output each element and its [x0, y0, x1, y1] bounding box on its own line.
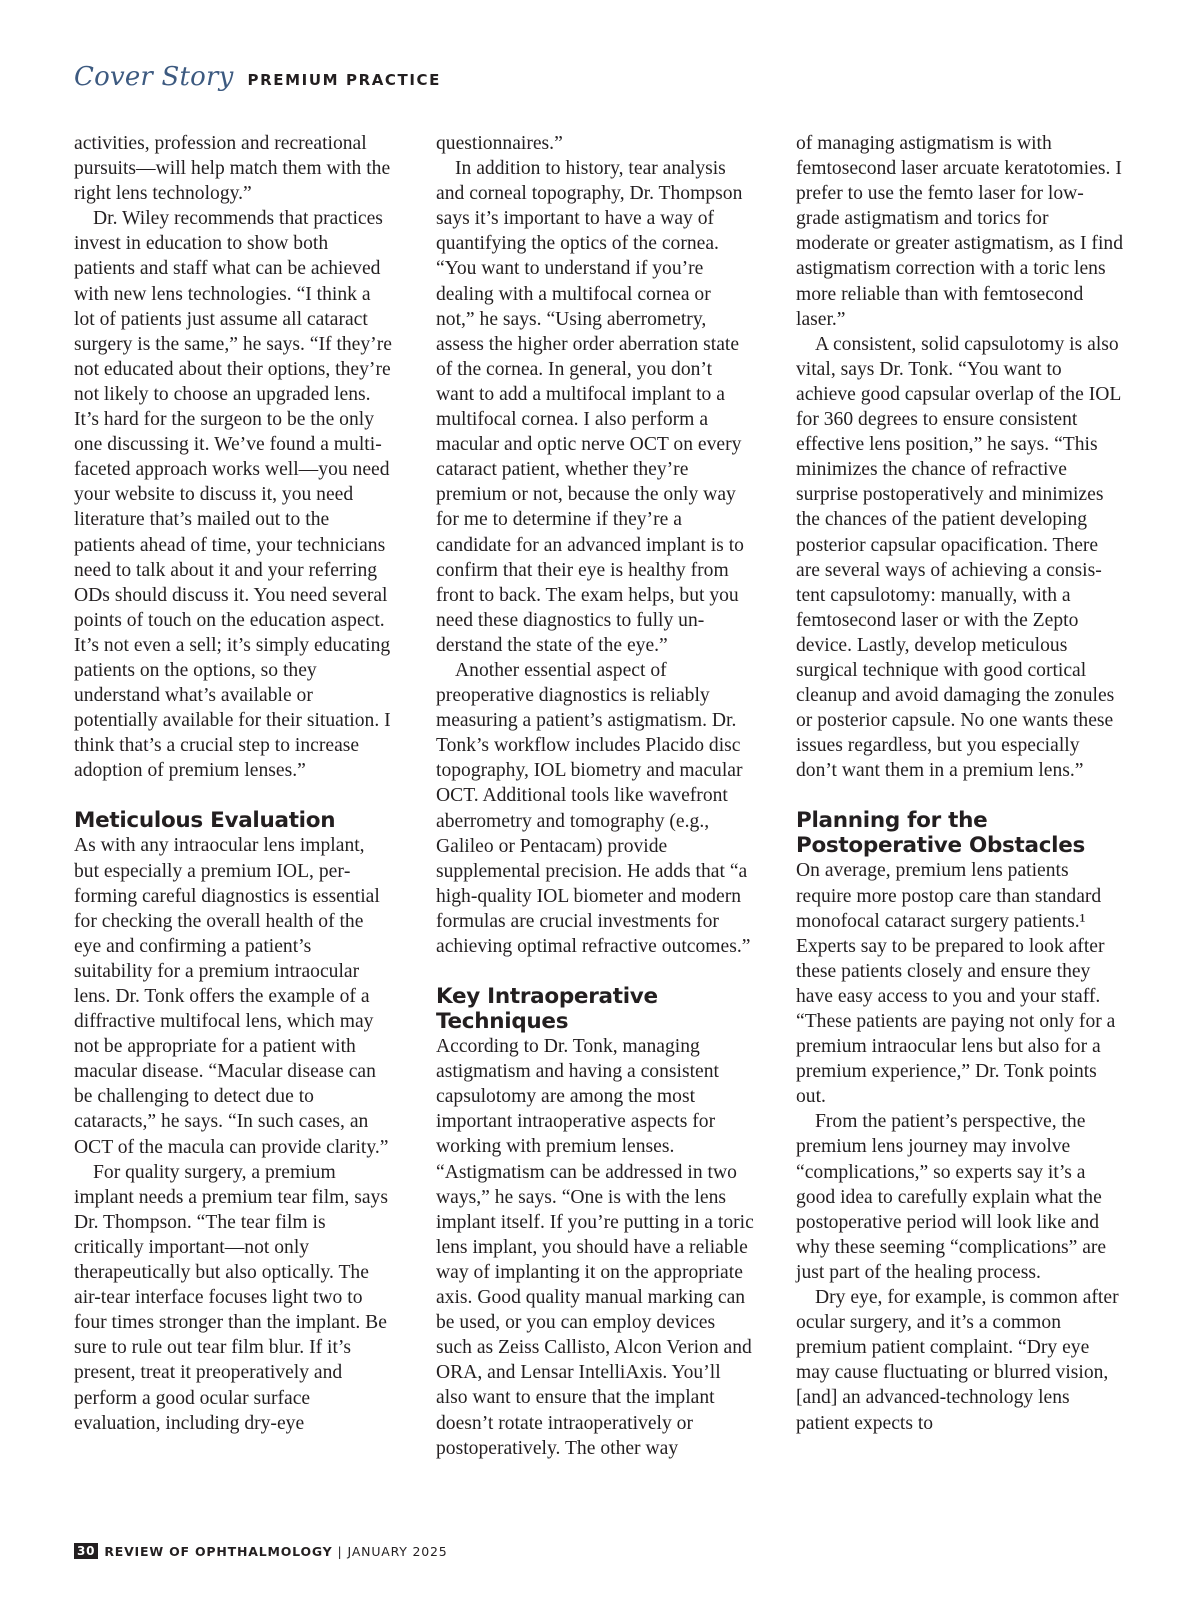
paragraph: Dr. Wiley recommends that practices invest in education to show both patients and staff what can be achieved with new lens technologies. “I think a lot of patients just assume all cataract surgery is the same,” he says. “If they’re not educated about their options, they’re not likely to choose an upgraded lens. It’s hard for the surgeon to be the only one discussing it. We’ve found a multifaceted approach works well—you need your website to discuss it, you need literature that’s mailed out to the patients ahead of time, your technicians need to talk about it and your referring ODs should discuss it. You need several points of touch on the education aspect. It’s not even a sell; it’s simply educating patients on the options, so they understand what’s available or potentially available for their situation. I think that’s a crucial step to increase adoption of premium lenses.”	[74, 208, 392, 782]
section-title: Cover Story	[74, 62, 234, 92]
paragraph: From the patient’s perspective, the premium lens journey may involve “complications,” so experts say it’s a good idea to carefully explain what the postoperative period will look like and why these seeming “complications” are just part of the healing process.	[796, 1111, 1107, 1283]
article-column-1	[74, 131, 392, 1436]
paragraph: Another essential aspect of preoperative diagnostics is reliably measuring a patient’s astigmatism. Dr. Tonk’s workflow includes Placido disc topography, IOL biometry and macular OCT. Additional tools like wavefront aberrometry and tomography (e.g., Galileo or Pentacam) provide supplemental precision. He adds that “a high-quality IOL biometer and modern formulas are crucial investments for achieving optimal refractive outcomes.”	[436, 659, 751, 957]
paragraph: For quality surgery, a premium implant needs a premium tear film, says Dr. Thompson. “The tear film is critically important—not only therapeutically but also optically. The air-tear interface focuses light two to four times stronger than the implant. Be sure to rule out tear film blur. If it’s present, treat it preoperatively and perform a good ocular surface evaluation, including dry-eye	[74, 1161, 388, 1434]
section-heading	[796, 808, 1124, 858]
article-column-2	[436, 131, 754, 1461]
paragraph: In addition to history, tear analysis and corneal topography, Dr. Thompson says it’s important to have a way of quantifying the optics of the cornea. “You want to understand if you’re dealing with a multifocal cornea or not,” he says. “Using aberrometry, assess the higher order aberration state of the cornea. In general, you don’t want to add a multifocal implant to a multifocal cornea. I also perform a macular and optic nerve OCT on every cataract patient, whether they’re premium or not, because the only way for me to determine if they’re a candidate for an advanced implant is to confirm that their eye is healthy from front to back. The exam helps, but you need these diagnostics to fully understand the state of the eye.”	[436, 158, 744, 656]
paragraph: questionnaires.”	[436, 133, 563, 154]
subsection-title: PREMIUM PRACTICE	[247, 71, 442, 89]
footer-separator: |	[337, 1543, 343, 1559]
journal-name: REVIEW OF OPHTHALMOLOGY	[104, 1543, 333, 1559]
paragraph: Dry eye, for example, is common after ocular surgery, and it’s a common premium patient complaint. “Dry eye may cause fluctuating or blurred vision, [and] an advanced-technology lens patient expects to	[796, 1287, 1119, 1434]
paragraph: According to Dr. Tonk, managing astigmatism and having a consistent capsulotomy are among the most important intraoperative aspects for working with premium lenses. “Astigmatism can be addressed in two ways,” he says. “One is with the lens implant itself. If you’re putting in a toric lens implant, you should have a reliable way of implanting it on the appropriate axis. Good quality manual marking can be used, or you can employ devices such as Zeiss Callisto, Alcon Verion and ORA, and Lensar IntelliAxis. You’ll also want to ensure that the implant doesn’t rotate intraoperatively or postoperatively. The other way	[436, 1036, 754, 1459]
paragraph: As with any intraocular lens implant, but especially a premium IOL, performing careful diagnostics is essential for checking the overall health of the eye and confirming a patient’s suitability for a premium intraocular lens. Dr. Tonk offers the example of a diffractive multifocal lens, which may not be appropriate for a patient with macular disease. “Macular disease can be challenging to detect due to cataracts,” he says. “In such cases, an OCT of the macula can provide clarity.”	[74, 835, 389, 1158]
section-heading: Key Intraoperative Techniques	[436, 984, 658, 1035]
paragraph: On average, premium lens patients require more postop care than standard monofocal cataract surgery patients.¹ Experts say to be prepared to look after these patients closely and ensure they have easy access to you and your staff. “These patients are paying not only for a premium intraocular lens but also for a premium experience,” Dr. Tonk points out.	[796, 860, 1116, 1108]
paragraph: A consistent, solid capsulotomy is also vital, says Dr. Tonk. “You want to achieve good capsular overlap of the IOL for 360 degrees to ensure consistent effective lens position,” he says. “This minimizes the chance of refractive surprise postoperatively and minimizes the chances of the patient developing posterior capsular opacification. There are several ways of achieving a consistent capsulotomy: manually, with a femtosecond laser or with the Zepto device. Lastly, develop meticulous surgical technique with good cortical cleanup and avoid damaging the zonules or posterior capsule. No one wants these issues regardless, but you especially don’t want them in a premium lens.”	[796, 333, 1121, 782]
section-heading: Meticulous Evaluation	[74, 808, 336, 834]
paragraph: of managing astigmatism is with femtosecond laser arcuate keratotomies. I prefer to use the femto laser for low-grade astigmatism and torics for moderate or greater astigmatism, as I find astigmatism correction with a toric lens more reliable than with femtosecond laser.”	[796, 133, 1123, 330]
heading-line: Postoperative Obstacles	[796, 833, 1086, 859]
heading-line: Planning for the	[796, 808, 988, 834]
issue-date: JANUARY 2025	[347, 1543, 448, 1559]
page-number: 30	[74, 1543, 98, 1559]
running-header	[74, 62, 441, 102]
paragraph: activities, profession and recreational pursuits—will help match them with the right lens technology.”	[74, 133, 391, 205]
article-column-3	[796, 131, 1124, 1436]
page-footer	[74, 1543, 448, 1559]
